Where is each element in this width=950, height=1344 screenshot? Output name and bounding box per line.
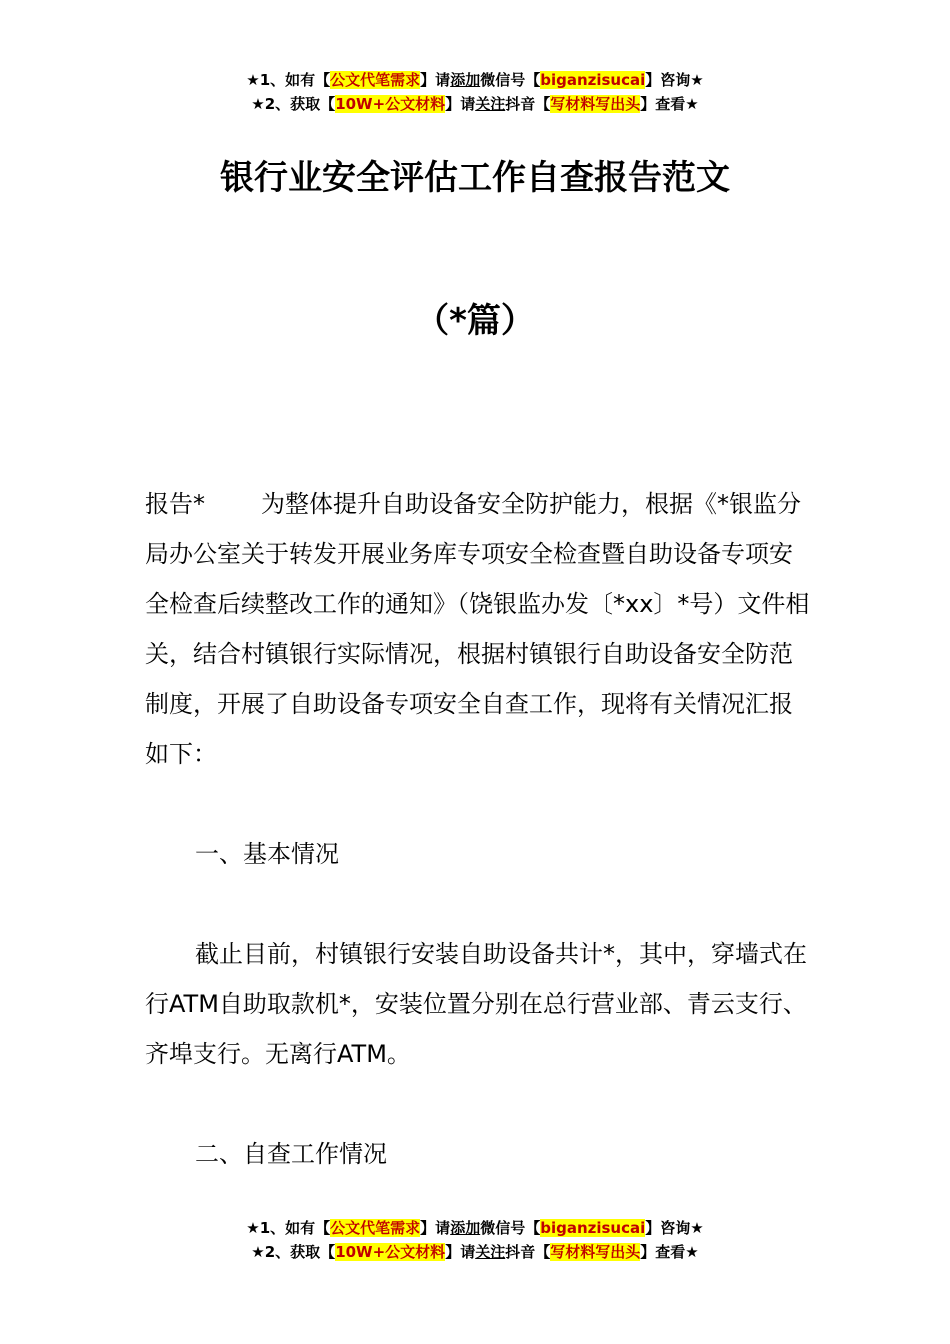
intro-label: 报告*	[145, 490, 205, 518]
intro-paragraph	[145, 479, 810, 779]
highlight-wechat-id: biganzisucai	[540, 71, 646, 89]
banner-line-2: ★2、获取【10W+公文材料】请关注抖音【写材料写出头】查看★	[251, 1243, 699, 1261]
section-1-heading: 一、基本情况	[195, 840, 339, 868]
document-title: 银行业安全评估工作自查报告范文	[220, 158, 730, 198]
highlight-materials: 10W+公文材料	[335, 1243, 446, 1261]
highlight-douyin-account: 写材料写出头	[550, 1243, 641, 1261]
highlight-wechat-id: biganzisucai	[540, 1219, 646, 1237]
highlight-materials: 10W+公文材料	[335, 95, 446, 113]
document-subtitle: （*篇）	[415, 301, 535, 341]
highlight-douyin-account: 写材料写出头	[550, 95, 641, 113]
highlight-service: 公文代笔需求	[330, 1219, 421, 1237]
footer-banner	[0, 1216, 950, 1264]
highlight-service: 公文代笔需求	[330, 71, 421, 89]
banner-line-1: ★1、如有【公文代笔需求】请添加微信号【biganzisucai】咨询★	[246, 71, 704, 89]
intro-text: 为整体提升自助设备安全防护能力，根据《*银监分局办公室关于转发开展业务库专项安全检查暨自助设备专项安全检查后续整改工作的通知》（饶银监办发〔*xx〕*号）文件相关，结合村镇银行实际情况，根据村镇银行自助设备安全防范制度，开展了自助设备专项安全自查工作，现将有关情况汇报如下：	[145, 490, 810, 768]
banner-line-1: ★1、如有【公文代笔需求】请添加微信号【biganzisucai】咨询★	[246, 1219, 704, 1237]
banner-line-2: ★2、获取【10W+公文材料】请关注抖音【写材料写出头】查看★	[251, 95, 699, 113]
header-banner	[0, 68, 950, 116]
section-1-paragraph: 截止目前，村镇银行安装自助设备共计*，其中，穿墙式在行ATM自助取款机*，安装位置分别在总行营业部、青云支行、齐埠支行。无离行ATM。	[145, 940, 807, 1068]
section-2-heading: 二、自查工作情况	[195, 1140, 387, 1168]
